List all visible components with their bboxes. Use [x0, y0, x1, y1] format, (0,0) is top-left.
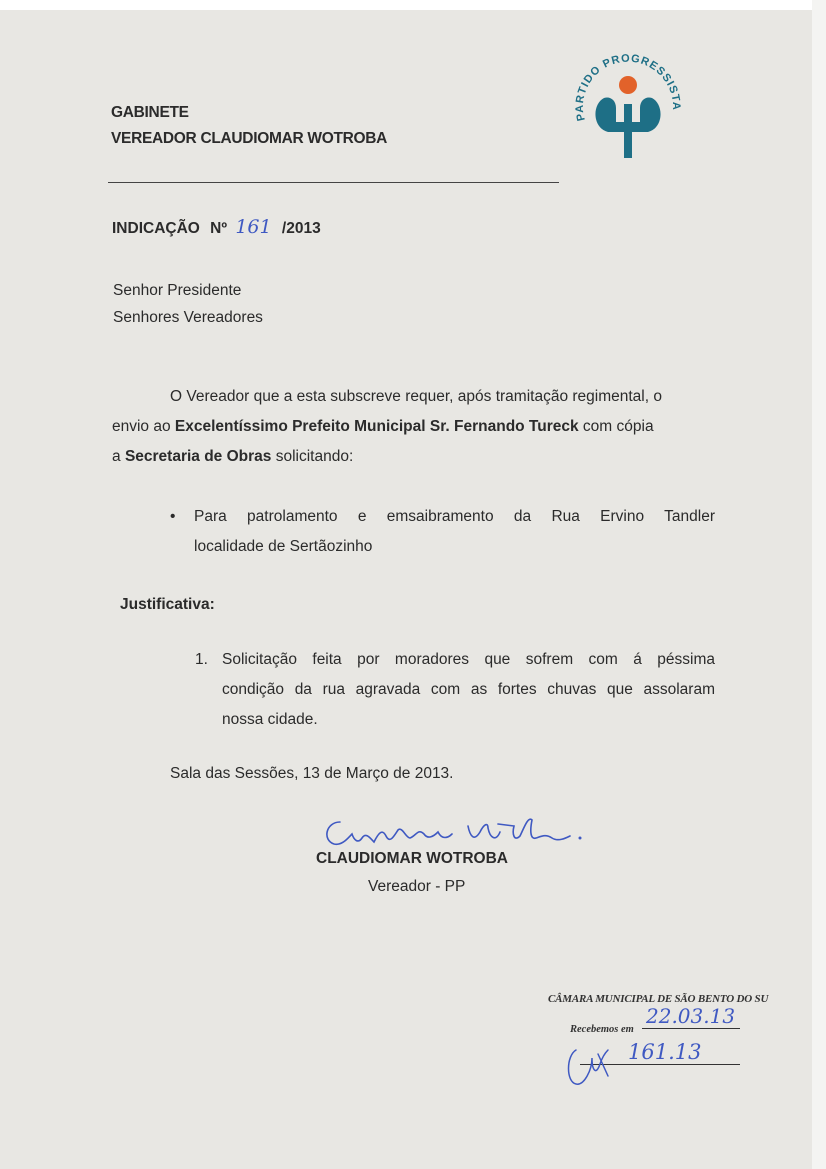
paragraph-line-3: a Secretaria de Obras solicitando:: [112, 448, 354, 465]
recipient-name: Excelentíssimo Prefeito Municipal Sr. Fernando Tureck: [174, 418, 579, 435]
party-logo-arc-text: PARTIDO PROGRESSISTA: [573, 52, 683, 123]
justification-heading: Justificativa:: [120, 596, 215, 613]
justification-line-1: Solicitação feita por moradores que sofrem com á péssima: [222, 651, 715, 668]
indicacao-handwritten-number: 161: [235, 216, 272, 238]
indicacao-year: /2013: [281, 220, 321, 237]
indicacao-line: [112, 216, 321, 238]
councilman-title: VEREADOR CLAUDIOMAR WOTROBA: [111, 130, 388, 147]
bullet-line-1: Para patrolamento e emsaibramento da Rua Ervino Tandler: [194, 508, 715, 525]
stamp-protocol-number: 161.13: [628, 1040, 702, 1064]
justification-line-3: nossa cidade.: [222, 711, 318, 728]
header-divider: [108, 182, 559, 183]
bullet-line-2: localidade de Sertãozinho: [194, 538, 373, 555]
stamp-title: CÂMARA MUNICIPAL DE SÃO BENTO DO SU: [548, 993, 769, 1005]
handwritten-signature: [318, 808, 588, 856]
paragraph-line-2: envio ao Excelentíssimo Prefeito Municipal Sr. Fernando Tureck com cópia: [112, 418, 654, 435]
justification-item: [195, 645, 715, 735]
justification-line-2: condição da rua agravada com as fortes chuvas que assolaram: [222, 681, 715, 698]
party-logo-emblem: [595, 97, 660, 158]
signatory-role: Vereador - PP: [368, 878, 466, 895]
session-date: Sala das Sessões, 13 de Março de 2013.: [170, 765, 454, 782]
stamp-received-date: 22.03.13: [646, 1004, 736, 1028]
salutation-line-2: Senhores Vereadores: [113, 309, 263, 326]
request-bullet: [170, 502, 715, 562]
stamp-received-label: Recebemos em: [570, 1024, 634, 1035]
office-title: GABINETE: [111, 104, 189, 121]
stamp-initials: [562, 1036, 612, 1090]
salutation: [113, 277, 263, 331]
department-name: Secretaria de Obras: [124, 448, 272, 465]
bullet-dot-icon: •: [170, 508, 176, 525]
party-logo-orange-dot: [619, 76, 637, 94]
party-logo: [568, 48, 688, 168]
indicacao-number-label: Nº: [210, 220, 228, 237]
salutation-line-1: Senhor Presidente: [113, 282, 242, 299]
main-paragraph: [112, 382, 715, 472]
stamp-date-line: [642, 1028, 740, 1029]
signatory-name: CLAUDIOMAR WOTROBA: [316, 850, 509, 867]
indicacao-prefix: INDICAÇÃO: [112, 220, 200, 237]
paragraph-line-1: O Vereador que a esta subscreve requer, após tramitação regimental, o: [170, 388, 662, 405]
justification-item-number: 1.: [195, 651, 208, 668]
